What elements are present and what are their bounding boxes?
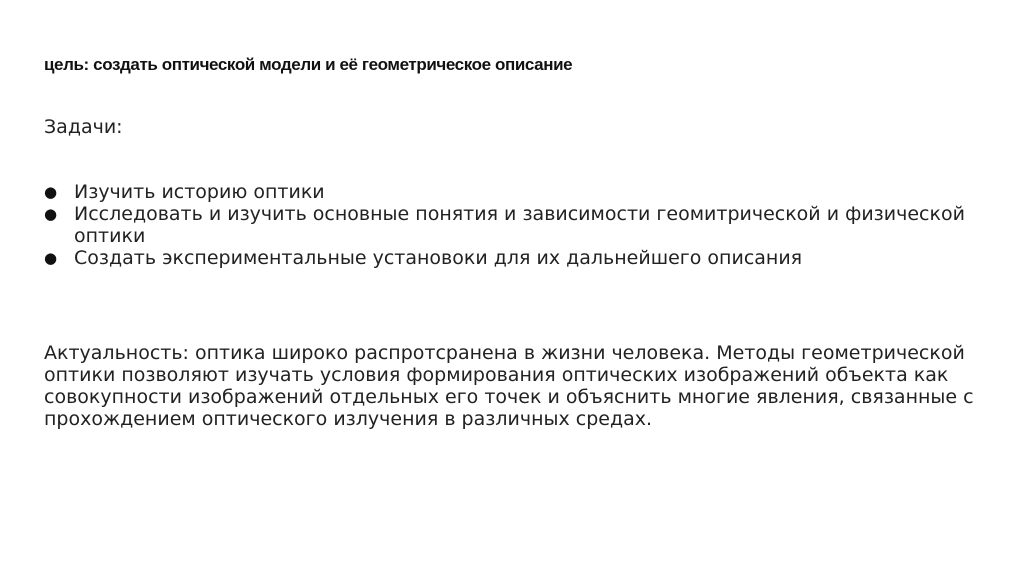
tasks-title: Задачи: bbox=[44, 116, 123, 138]
list-item bbox=[44, 181, 974, 203]
relevance-paragraph: Актуальность: оптика широко распротсранена в жизни человека. Методы геометрической оптики позволяют изучать условия формирования оптических изображений объекта как совокупности изображений отдельных его точек и объяснить многие явления, связанные с прохождением оптического излучения в различных средах. bbox=[44, 342, 974, 430]
task-text: Исследовать и изучить основные понятия и зависимости геомитрической и физической оптики bbox=[74, 203, 965, 247]
task-text: Создать экспериментальные установоки для их дальнейшего описания bbox=[74, 247, 803, 269]
list-item bbox=[44, 247, 974, 269]
bullet-icon: ● bbox=[44, 249, 58, 267]
bullet-icon: ● bbox=[44, 183, 58, 201]
tasks-list bbox=[44, 181, 974, 269]
task-text: Изучить историю оптики bbox=[74, 181, 325, 203]
goal-heading: цель: создать оптической модели и её геометрическое описание bbox=[44, 55, 573, 74]
bullet-icon: ● bbox=[44, 205, 58, 223]
list-item bbox=[44, 203, 974, 247]
